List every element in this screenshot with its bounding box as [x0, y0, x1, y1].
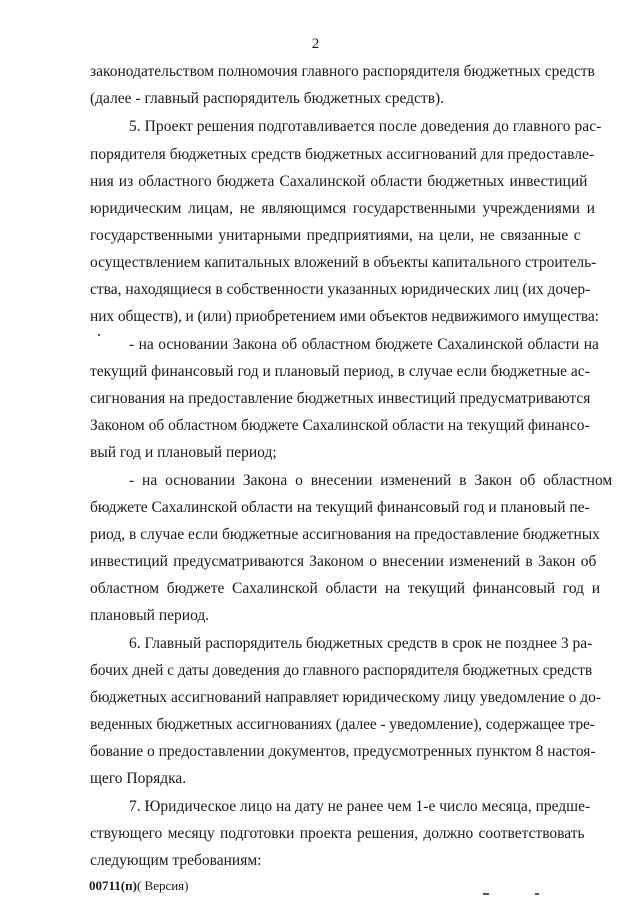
list-item-2-line-6: плановый период.	[90, 607, 210, 624]
paragraph-5-line-5: государственными унитарными предприятиями, на цели, не связанные с	[90, 227, 581, 244]
paragraph-6-line-4: веденных бюджетных ассигнованиях (далее - уведомление), содержащее тре-	[90, 716, 595, 733]
text-line-1: законодательством полномочия главного распорядителя бюджетных средств	[90, 63, 595, 80]
document-footer	[89, 878, 189, 894]
scan-speck	[98, 334, 100, 336]
paragraph-5-line-6: осуществлением капитальных вложений в объекты капитального строитель-	[90, 254, 597, 271]
paragraph-6-line-6: щего Порядка.	[90, 770, 187, 787]
paragraph-5-line-4: юридическим лицам, не являющимся государственными учреждениями и	[90, 200, 595, 217]
page-number: 2	[311, 36, 320, 52]
paragraph-5-line-3: ния из областного бюджета Сахалинской области бюджетных инвестиций	[90, 173, 588, 190]
list-item-2-line-5: областном бюджете Сахалинской области на текущий финансовый год и	[90, 580, 600, 597]
paragraph-5-line-7: ства, находящиеся в собственности указанных юридических лиц (их дочер-	[90, 281, 591, 298]
list-item-2-line-4: инвестиций предусматриваются Законом о внесении изменений в Закон об	[90, 553, 597, 570]
paragraph-7-line-3: следующим требованиям:	[90, 852, 262, 869]
list-item-1-line-3: сигнования на предоставление бюджетных инвестиций предусматриваются	[90, 390, 591, 407]
list-item-1-line-4: Законом об областном бюджете Сахалинской области на текущий финансо-	[90, 417, 590, 434]
list-item-1-line-5: вый год и плановый период;	[90, 444, 277, 461]
list-item-1-line-2: текущий финансовый год и плановый период, в случае если бюджетные ас-	[90, 363, 590, 380]
paragraph-5-line-8: них обществ), и (или) приобретением ими объектов недвижимого имущества:	[90, 308, 599, 325]
text-line-2: (далее - главный распорядитель бюджетных средств).	[90, 90, 445, 107]
paragraph-5-line-2: порядителя бюджетных средств бюджетных ассигнований для предоставле-	[90, 146, 595, 163]
paragraph-6-line-5: бование о предоставлении документов, предусмотренных пунктом 8 настоя-	[90, 743, 596, 760]
scan-speck	[535, 893, 539, 895]
paragraph-6-line-3: бюджетных ассигнований направляет юридическому лицу уведомление о до-	[90, 689, 602, 706]
paragraph-7-line-1: 7. Юридическое лицо на дату не ранее чем 1-е число месяца, предше-	[129, 798, 591, 815]
footer-code: 00711(п)	[89, 878, 137, 893]
list-item-1-line-1: - на основании Закона об областном бюджете Сахалинской области на	[129, 336, 599, 353]
footer-version: ( Версия)	[136, 878, 189, 893]
list-item-2-line-1: - на основании Закона о внесении изменений в Закон об областном	[129, 472, 613, 489]
paragraph-6-line-1: 6. Главный распорядитель бюджетных средств в срок не позднее 3 ра-	[129, 635, 593, 652]
paragraph-6-line-2: бочих дней с даты доведения до главного распорядителя бюджетных средств	[90, 662, 593, 679]
list-item-2-line-2: бюджете Сахалинской области на текущий финансовый год и плановый пе-	[90, 499, 590, 516]
list-item-2-line-3: риод, в случае если бюджетные ассигнования на предоставление бюджетных	[90, 526, 600, 543]
scan-speck	[483, 893, 489, 895]
paragraph-7-line-2: ствующего месяцу подготовки проекта решения, должно соответствовать	[90, 825, 585, 842]
paragraph-5-line-1: 5. Проект решения подготавливается после доведения до главного рас-	[129, 118, 602, 135]
